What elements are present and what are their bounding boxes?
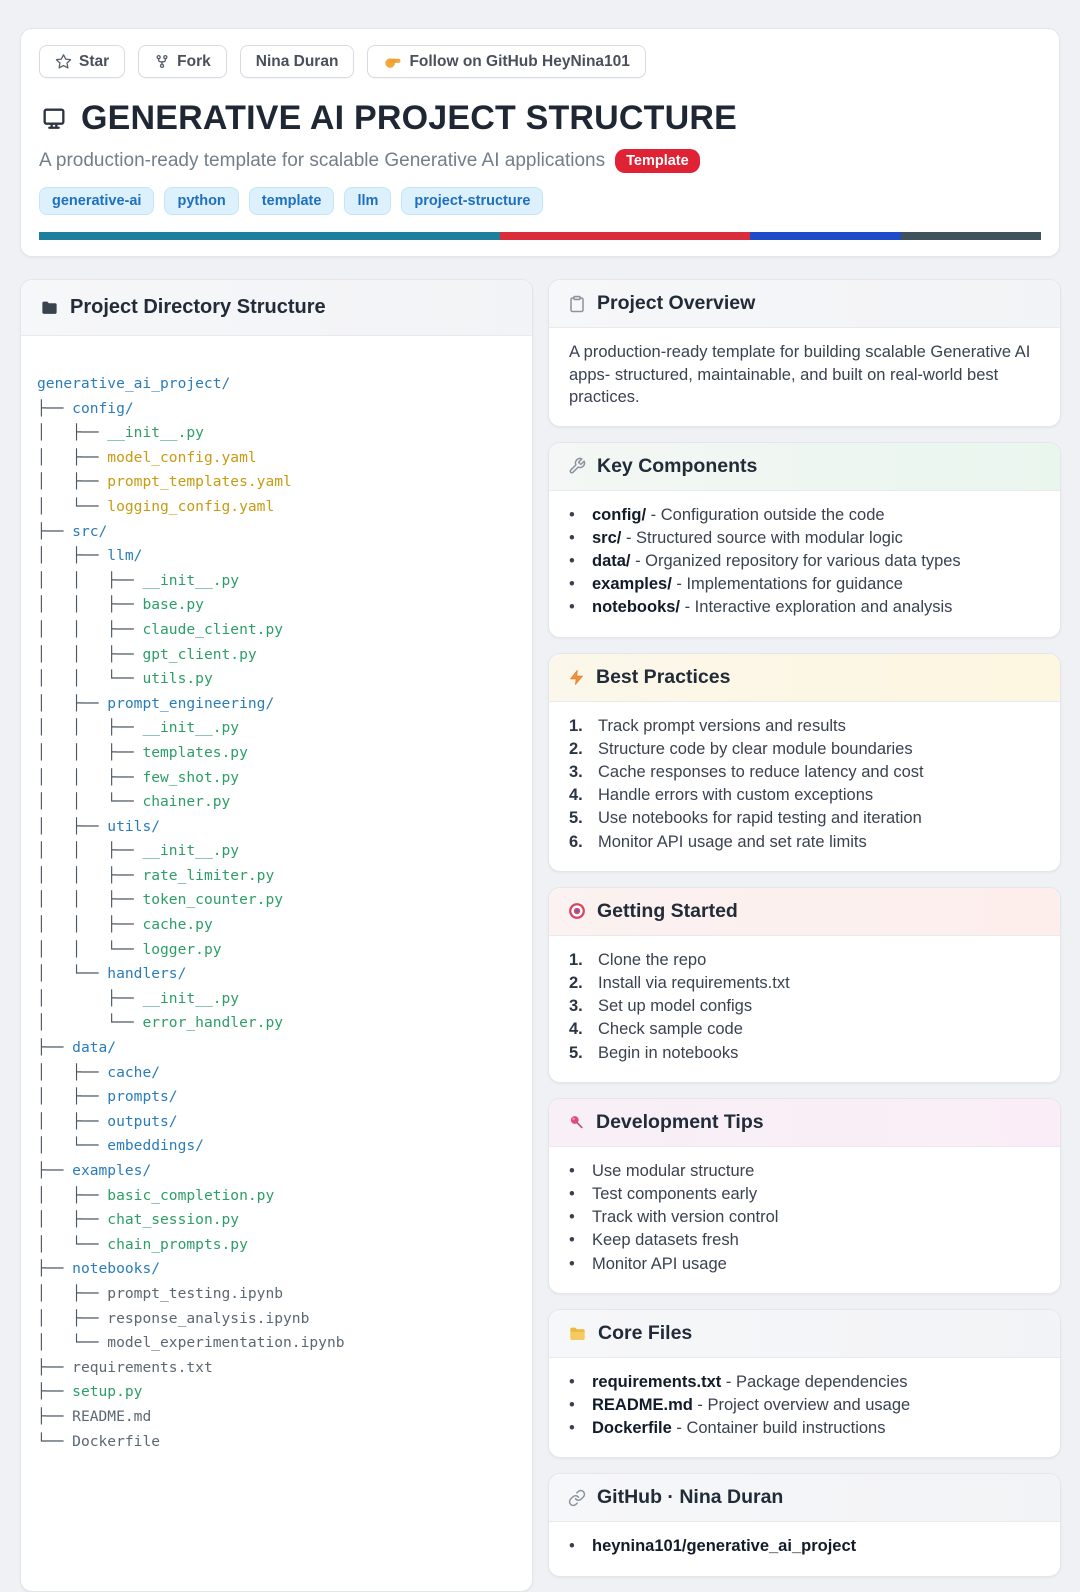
tree-line (37, 643, 516, 668)
list-number: 3. (569, 997, 583, 1016)
tree-line (37, 1061, 516, 1086)
tree-connector: │ └── (37, 1137, 108, 1155)
list-number: 2. (569, 973, 583, 992)
list-item-text (592, 596, 952, 619)
list-number: 5. (569, 809, 583, 828)
lightning-icon (568, 669, 585, 686)
tree-line (37, 864, 516, 889)
list-item-text: Set up model configs (598, 997, 753, 1016)
bullet: • (569, 1537, 575, 1556)
list-item (569, 761, 1040, 784)
tree-entry-claude_client.py: claude_client.py (142, 620, 284, 638)
tree-entry-utils: utils/ (107, 817, 161, 835)
list-item (569, 1535, 1040, 1558)
tree-entry-response_analysis.ipynb: response_analysis.ipynb (107, 1309, 310, 1327)
tree-entry-outputs: outputs/ (107, 1112, 178, 1130)
tree-entry-error_handler.py: error_handler.py (142, 1014, 284, 1032)
list-item-text: Use notebooks for rapid testing and iteration (598, 809, 922, 828)
list-item-desc: - Interactive exploration and analysis (680, 598, 953, 617)
tree-connector: │ ├── (37, 1063, 108, 1081)
tree-line (37, 421, 516, 446)
getting-started-title: Getting Started (597, 899, 738, 922)
tree-connector: ├── (37, 1162, 73, 1179)
list-item-bold: data/ (592, 551, 631, 570)
tree-connector: │ ├── (37, 473, 108, 491)
right-column (548, 279, 1061, 1592)
tree-line (37, 1036, 516, 1061)
tree-entry-base.py: base.py (142, 596, 204, 614)
tree-line (37, 815, 516, 840)
github-list (569, 1535, 1040, 1558)
bullet: • (569, 1395, 575, 1414)
card-core-files (548, 1309, 1061, 1459)
tree-entry-chainer.py: chainer.py (142, 793, 231, 811)
tag-llm[interactable]: llm (344, 187, 391, 215)
tree-line (37, 1282, 516, 1307)
tree-entry-data: data/ (72, 1039, 117, 1057)
list-item-bold: notebooks/ (592, 598, 681, 617)
list-item-bold: config/ (592, 505, 647, 524)
list-item (569, 596, 1040, 619)
list-item (569, 995, 1040, 1018)
tree-entry-model_experimentation.ipynb: model_experimentation.ipynb (107, 1334, 345, 1352)
tree-connector: │ ├── (37, 547, 108, 565)
header-buttons (39, 45, 1041, 78)
bullet: • (569, 528, 575, 547)
tree-line (37, 1184, 516, 1209)
list-item-text: Begin in notebooks (598, 1043, 739, 1062)
tree-connector: │ ├── (37, 1186, 108, 1204)
list-item (569, 1206, 1040, 1229)
follow-button[interactable] (367, 45, 645, 78)
list-item (569, 1417, 1040, 1440)
directory-structure-panel (20, 279, 533, 1592)
card-best-practices (548, 653, 1061, 872)
tree-connector: │ ├── (37, 1211, 108, 1229)
star-icon (55, 53, 72, 70)
list-number: 4. (569, 786, 583, 805)
list-item (569, 550, 1040, 573)
tree-line (37, 470, 516, 495)
list-item-text: Structure code by clear module boundaries (598, 739, 913, 758)
language-bar-segment-1 (500, 232, 751, 240)
tree-line (37, 446, 516, 471)
language-bar-segment-3 (901, 232, 1041, 240)
author-button[interactable] (240, 45, 355, 78)
list-item (569, 1394, 1040, 1417)
list-number: 5. (569, 1043, 583, 1062)
tree-entry-token_counter.py: token_counter.py (142, 891, 284, 909)
list-item-text (592, 527, 903, 550)
list-item-text: Install via requirements.txt (598, 973, 790, 992)
directory-structure-header (21, 280, 532, 336)
tree-connector: ├── (37, 1407, 73, 1425)
bullet: • (569, 598, 575, 617)
list-number: 3. (569, 762, 583, 781)
list-number: 6. (569, 832, 583, 851)
tree-connector: │ │ ├── (37, 596, 143, 614)
list-item-text: Cache responses to reduce latency and cost (598, 762, 924, 781)
tag-row (39, 187, 1041, 215)
tree-entry-config: config/ (72, 399, 134, 417)
list-item-text: Monitor API usage and set rate limits (598, 832, 867, 851)
repo-link[interactable]: heynina101/generative_ai_project (592, 1537, 857, 1556)
wrench-icon (568, 457, 586, 475)
tree-entry-logging_config.yaml: logging_config.yaml (107, 497, 275, 515)
list-item (569, 738, 1040, 761)
list-item (569, 1160, 1040, 1183)
tree-connector: │ ├── (37, 817, 108, 835)
follow-button-label: Follow on GitHub HeyNina101 (409, 52, 630, 70)
bullet: • (569, 1372, 575, 1391)
tree-entry-__init__.py: __init__.py (107, 424, 204, 442)
tree-entry-prompt_templates.yaml: prompt_templates.yaml (107, 473, 292, 491)
list-item (569, 1042, 1040, 1065)
best-practices-title: Best Practices (596, 665, 731, 688)
list-item-desc: - Structured source with modular logic (621, 528, 903, 547)
subtitle-row (39, 149, 1041, 173)
author-button-label: Nina Duran (255, 52, 339, 70)
list-item-bold: README.md (592, 1395, 693, 1414)
tree-line (37, 1233, 516, 1258)
fork-icon (154, 53, 170, 70)
list-item-bold: src/ (592, 528, 622, 547)
project-overview-text: A production-ready template for building scalable Generative AI apps- structured, maintainable, and built on real-world best practices. (569, 343, 1031, 406)
language-bar (39, 232, 1041, 240)
tree-connector: │ │ └── (37, 940, 143, 958)
tag-project-structure[interactable]: project-structure (401, 187, 543, 215)
language-bar-segment-2 (750, 232, 900, 240)
list-item-desc: - Implementations for guidance (671, 575, 903, 594)
key-components-list (569, 504, 1040, 620)
tree-line (37, 520, 516, 545)
folder-icon (40, 298, 59, 317)
tree-line (37, 1011, 516, 1036)
tree-line (37, 790, 516, 815)
list-item-text: Clone the repo (598, 950, 707, 969)
tree-connector: │ ├── (37, 1088, 108, 1106)
tree-line (37, 593, 516, 618)
tree-entry-few_shot.py: few_shot.py (142, 768, 240, 786)
list-item (569, 715, 1040, 738)
tree-entry-logger.py: logger.py (142, 940, 222, 958)
list-item (569, 784, 1040, 807)
tree-entry-__init__.py: __init__.py (142, 571, 240, 589)
list-item (569, 1229, 1040, 1252)
list-item (569, 949, 1040, 972)
template-badge: Template (615, 149, 700, 173)
github-title: GitHub · Nina Duran (597, 1486, 784, 1509)
tree-connector: │ │ ├── (37, 866, 143, 884)
tree-line (37, 1430, 516, 1455)
tree-line (37, 1134, 516, 1159)
tree-line (37, 1307, 516, 1332)
tree-line (37, 1356, 516, 1381)
tree-connector: ├── (37, 399, 73, 417)
list-item-text (592, 1417, 885, 1440)
tree-line (37, 1331, 516, 1356)
list-item (569, 1253, 1040, 1276)
tree-connector: │ │ ├── (37, 768, 143, 786)
tree-connector: │ └── (37, 965, 108, 983)
list-item (569, 1018, 1040, 1041)
tree-line (37, 766, 516, 791)
tree-connector: │ │ ├── (37, 571, 143, 589)
tree-entry-generative_ai_project: generative_ai_project/ (37, 375, 231, 392)
tree-connector: ├── (37, 1039, 73, 1057)
list-item-desc: - Configuration outside the code (646, 505, 885, 524)
file-tree (21, 336, 532, 1474)
tree-connector: │ │ ├── (37, 620, 143, 638)
best-practices-header (549, 654, 1060, 702)
list-item (569, 831, 1040, 854)
tree-entry-requirements.txt: requirements.txt (72, 1358, 213, 1376)
directory-structure-title: Project Directory Structure (70, 296, 326, 318)
tree-line (37, 962, 516, 987)
tree-connector: │ │ └── (37, 793, 143, 811)
tree-entry-embeddings: embeddings/ (107, 1137, 204, 1155)
project-overview-header (549, 280, 1060, 328)
tree-line (37, 839, 516, 864)
tree-entry-llm: llm/ (107, 547, 143, 565)
tree-entry-templates.py: templates.py (142, 743, 248, 761)
core-files-title: Core Files (598, 1321, 693, 1344)
tree-connector: │ │ ├── (37, 842, 143, 860)
list-item (569, 504, 1040, 527)
clipboard-icon (568, 295, 586, 313)
project-overview-title: Project Overview (597, 292, 756, 314)
tree-line (37, 1257, 516, 1282)
tree-entry-Dockerfile: Dockerfile (72, 1432, 161, 1450)
list-item (569, 1371, 1040, 1394)
list-item-text: Track prompt versions and results (598, 716, 846, 735)
list-number: 4. (569, 1020, 583, 1039)
tree-connector: ├── (37, 522, 73, 540)
list-item (569, 1183, 1040, 1206)
bullet: • (569, 551, 575, 570)
bullet: • (569, 1254, 575, 1273)
tree-entry-model_config.yaml: model_config.yaml (107, 448, 257, 466)
key-components-title: Key Components (597, 454, 758, 477)
best-practices-list (569, 715, 1040, 854)
list-item-text (592, 573, 903, 596)
list-item-text: Track with version control (592, 1208, 779, 1227)
bullet: • (569, 1419, 575, 1438)
tree-connector: ├── (37, 1260, 73, 1278)
tree-connector: │ ├── (37, 694, 108, 712)
tree-connector: │ ├── (37, 448, 108, 466)
tree-entry-cache.py: cache.py (142, 916, 213, 934)
list-item (569, 573, 1040, 596)
card-project-overview (548, 279, 1061, 427)
tree-line (37, 1208, 516, 1233)
list-item-text (592, 550, 961, 573)
tree-line (37, 1405, 516, 1430)
tree-line (37, 716, 516, 741)
list-item-desc: - Package dependencies (721, 1372, 908, 1391)
tree-connector: ├── (37, 1383, 73, 1401)
bullet: • (569, 1184, 575, 1203)
tree-connector: │ └── (37, 1334, 108, 1352)
tree-connector: │ └── (37, 497, 108, 515)
list-item-bold: requirements.txt (592, 1372, 722, 1391)
tree-entry-prompt_engineering: prompt_engineering/ (107, 694, 275, 712)
list-item-text: Check sample code (598, 1020, 743, 1039)
tree-entry-prompt_testing.ipynb: prompt_testing.ipynb (107, 1284, 284, 1302)
title-row (39, 99, 1041, 138)
card-key-components (548, 442, 1061, 638)
tree-connector: │ │ ├── (37, 743, 143, 761)
github-header (549, 1474, 1060, 1522)
list-item-text (592, 1535, 856, 1558)
tree-line (37, 1380, 516, 1405)
tree-entry-notebooks: notebooks/ (72, 1260, 161, 1278)
language-bar-segment-0 (39, 232, 500, 240)
tree-entry-prompts: prompts/ (107, 1088, 178, 1106)
list-item-text (592, 1394, 910, 1417)
list-item (569, 807, 1040, 830)
tree-entry-basic_completion.py: basic_completion.py (107, 1186, 275, 1204)
list-item (569, 527, 1040, 550)
list-item-text: Handle errors with custom exceptions (598, 786, 874, 805)
tree-connector: │ │ ├── (37, 645, 143, 663)
tree-connector: │ │ └── (37, 670, 143, 688)
bullet: • (569, 575, 575, 594)
tree-connector: │ │ ├── (37, 719, 143, 737)
tag-template[interactable]: template (249, 187, 335, 215)
link-icon (568, 1489, 586, 1507)
tree-line (37, 1110, 516, 1135)
tree-line (37, 913, 516, 938)
tree-connector: │ │ ├── (37, 891, 143, 909)
pushpin-icon (568, 1114, 585, 1131)
list-item-bold: examples/ (592, 575, 672, 594)
getting-started-list (569, 949, 1040, 1065)
header-card (20, 28, 1060, 257)
tree-line (37, 888, 516, 913)
tree-connector: └── (37, 1432, 73, 1450)
bullet: • (569, 1208, 575, 1227)
tree-entry-examples: examples/ (72, 1162, 152, 1179)
page-title: GENERATIVE AI PROJECT STRUCTURE (81, 99, 738, 137)
tree-entry-gpt_client.py: gpt_client.py (142, 645, 257, 663)
tree-line (37, 667, 516, 692)
core-files-list (569, 1371, 1040, 1441)
list-item-text (592, 504, 885, 527)
development-tips-title: Development Tips (596, 1110, 764, 1133)
list-item-text: Monitor API usage (592, 1254, 727, 1273)
tree-entry-setup.py: setup.py (72, 1383, 143, 1401)
tree-connector: │ ├── (37, 1284, 108, 1302)
bullet: • (569, 1231, 575, 1250)
key-components-header (549, 443, 1060, 491)
tree-line (37, 938, 516, 963)
tree-line (37, 618, 516, 643)
tree-line (37, 1085, 516, 1110)
list-item-text: Use modular structure (592, 1161, 755, 1180)
development-tips-header (549, 1099, 1060, 1147)
tag-generative-ai[interactable]: generative-ai (39, 187, 154, 215)
tree-connector: │ ├── (37, 1309, 108, 1327)
tree-line (37, 544, 516, 569)
getting-started-header (549, 888, 1060, 936)
tree-entry-cache: cache/ (107, 1063, 161, 1081)
tree-line (37, 372, 516, 397)
tree-connector: │ └── (37, 1014, 143, 1032)
list-number: 1. (569, 950, 583, 969)
tree-connector: │ ├── (37, 989, 143, 1007)
list-number: 2. (569, 739, 583, 758)
target-icon (568, 902, 586, 920)
tree-connector: │ └── (37, 1235, 108, 1253)
tree-line (37, 1159, 516, 1184)
list-item-desc: - Organized repository for various data types (630, 551, 961, 570)
bullet: • (569, 1161, 575, 1180)
tree-connector: │ ├── (37, 1112, 108, 1130)
tag-python[interactable]: python (164, 187, 238, 215)
star-button[interactable] (39, 45, 125, 78)
tree-line (37, 495, 516, 520)
tree-entry-__init__.py: __init__.py (142, 989, 240, 1007)
development-tips-list (569, 1160, 1040, 1276)
list-item-bold: Dockerfile (592, 1419, 672, 1438)
tree-entry-src: src/ (72, 522, 108, 540)
folder-amber-icon (568, 1324, 587, 1343)
tree-entry-handlers: handlers/ (107, 965, 187, 983)
list-item-desc: - Container build instructions (671, 1419, 886, 1438)
bullet: • (569, 505, 575, 524)
tree-entry-README.md: README.md (72, 1407, 152, 1425)
fork-button-label: Fork (177, 52, 211, 70)
left-column (20, 279, 533, 1592)
tree-line (37, 987, 516, 1012)
tree-entry-__init__.py: __init__.py (142, 842, 240, 860)
card-github (548, 1473, 1061, 1576)
tree-connector: ├── (37, 1358, 73, 1376)
list-item (569, 972, 1040, 995)
tree-entry-chain_prompts.py: chain_prompts.py (107, 1235, 248, 1253)
list-item-text (592, 1371, 908, 1394)
tree-line (37, 569, 516, 594)
tree-line (37, 397, 516, 422)
pointing-hand-icon (383, 52, 402, 71)
page-subtitle: A production-ready template for scalable Generative AI applications (39, 150, 606, 171)
tree-line (37, 692, 516, 717)
core-files-header (549, 1310, 1060, 1358)
tree-entry-utils.py: utils.py (142, 670, 213, 688)
tree-entry-__init__.py: __init__.py (142, 719, 240, 737)
list-item-text: Test components early (592, 1184, 758, 1203)
tree-entry-chat_session.py: chat_session.py (107, 1211, 240, 1229)
card-getting-started (548, 887, 1061, 1083)
fork-button[interactable] (138, 45, 227, 78)
list-number: 1. (569, 716, 583, 735)
tree-line (37, 741, 516, 766)
card-development-tips (548, 1098, 1061, 1294)
list-item-text: Keep datasets fresh (592, 1231, 739, 1250)
columns (20, 279, 1060, 1592)
tree-connector: │ ├── (37, 424, 108, 442)
star-button-label: Star (79, 52, 110, 70)
tree-entry-rate_limiter.py: rate_limiter.py (142, 866, 275, 884)
laptop-icon (39, 105, 69, 133)
tree-connector: │ │ ├── (37, 916, 143, 934)
list-item-desc: - Project overview and usage (692, 1395, 911, 1414)
